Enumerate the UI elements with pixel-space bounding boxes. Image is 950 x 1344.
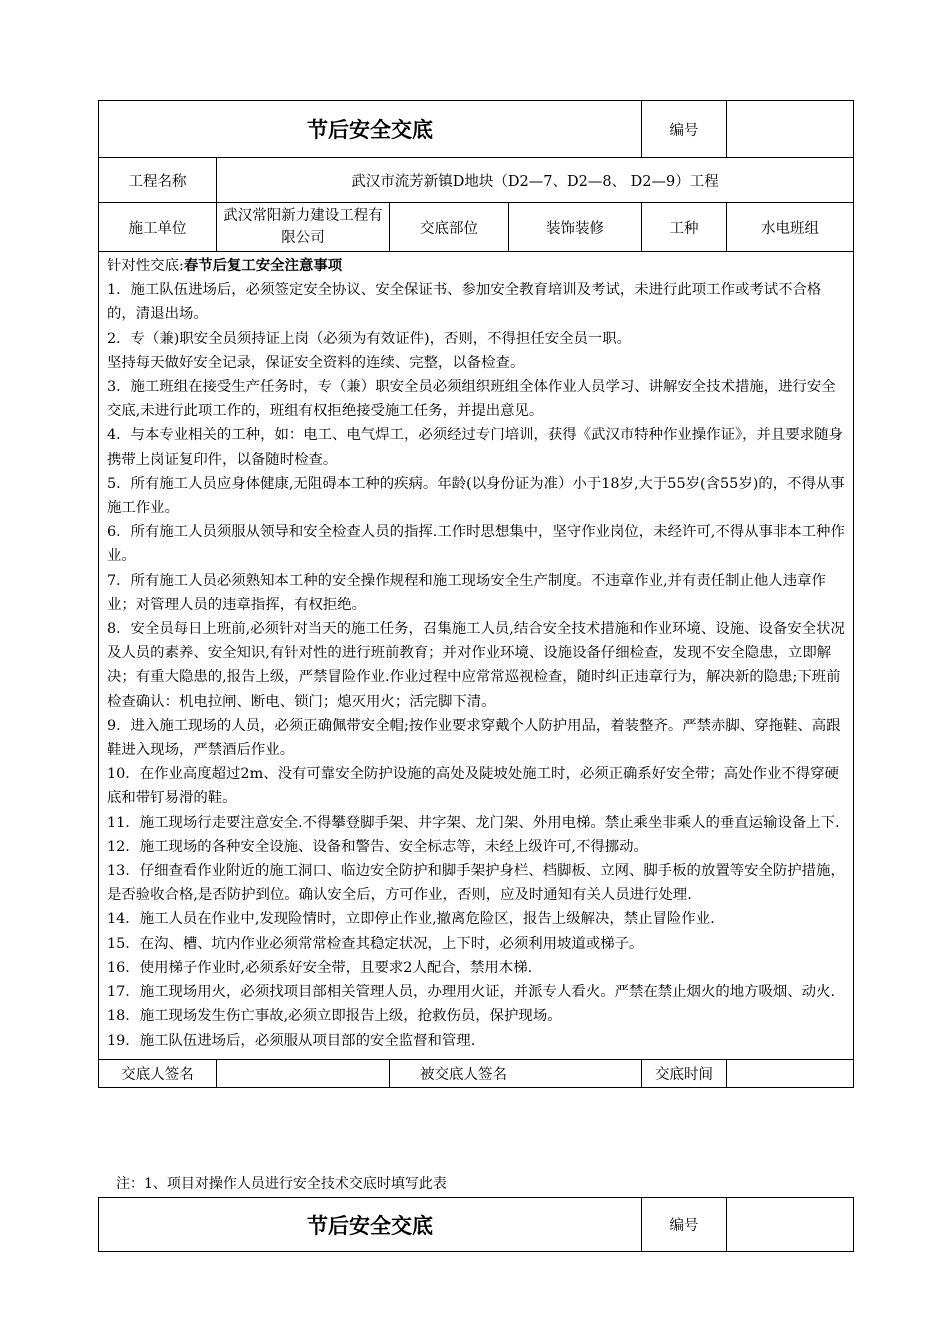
location-label: 交底部位	[390, 203, 509, 252]
construction-unit: 武汉常阳新力建设工程有限公司	[217, 203, 390, 252]
receiver-signature-label: 被交底人签名	[390, 1059, 642, 1087]
briefing-item: 13．仔细查看作业附近的施工洞口、临边安全防护和脚手架护身栏、档脚板、立网、脚手板的放置等安全防护措施，是否验收合格,是否防护到位。确认安全后，方可作业，否则，应及时通知有关人员进行处理.	[107, 863, 845, 904]
briefing-item: 19．施工队伍进场后，必须服从项目部的安全监督和管理.	[107, 1032, 476, 1049]
project-name-label: 工程名称	[99, 158, 217, 203]
briefing-heading-title: 春节后复工安全注意事项	[183, 257, 343, 274]
briefing-item: 11．施工现场行走要注意安全.不得攀登脚手架、井字架、龙门架、外用电梯。禁止乘坐非乘人的垂直运输设备上下.	[107, 814, 840, 831]
safety-briefing-form-2	[98, 1197, 854, 1252]
trade-label: 工种	[642, 203, 727, 252]
briefing-item: 7．所有施工人员必须熟知本工种的安全操作规程和施工现场安全生产制度。不违章作业,并有责任制止他人违章作业；对管理人员的违章指挥，有权拒绝。	[107, 572, 826, 613]
project-name: 武汉市流芳新镇D地块（D2—7、D2—8、 D2—9）工程	[217, 158, 854, 203]
briefing-content	[99, 252, 854, 1060]
giver-signature-label: 交底人签名	[99, 1059, 217, 1087]
construction-unit-label: 施工单位	[99, 203, 217, 252]
briefing-heading	[107, 254, 845, 278]
briefing-item: 坚持每天做好安全记录，保证安全资料的连续、完整，以备检查。	[107, 354, 525, 371]
location-value: 装饰装修	[509, 203, 642, 252]
number-label: 编号	[642, 101, 727, 158]
briefing-item: 16．使用梯子作业时,必须系好安全带，且要求2人配合，禁用木梯.	[107, 959, 533, 976]
briefing-time-label: 交底时间	[642, 1059, 727, 1087]
briefing-item: 17．施工现场用火，必须找项目部相关管理人员，办理用火证，并派专人看火。严禁在禁止烟火的地方吸烟、动火.	[107, 984, 836, 1001]
briefing-item: 1．施工队伍进场后，必须签定安全协议、安全保证书、参加安全教育培训及考试，未进行此项工作或考试不合格的，清退出场。	[107, 282, 822, 323]
number-value	[727, 101, 854, 158]
briefing-item: 6．所有施工人员须服从领导和安全检查人员的指挥.工作时思想集中，坚守作业岗位，未经许可,不得从事非本工种作业。	[107, 524, 845, 565]
form2-number-label: 编号	[642, 1198, 727, 1252]
briefing-item: 3．施工班组在接受生产任务时，专（兼）职安全员必须组织班组全体作业人员学习、讲解安全技术措施，进行安全交底,未进行此项工作的，班组有权拒绝接受施工任务，并提出意见。	[107, 379, 836, 420]
safety-briefing-form	[98, 100, 854, 1088]
briefing-heading-label: 针对性交底:	[107, 258, 184, 274]
briefing-time-field[interactable]	[727, 1059, 854, 1087]
briefing-item: 9．进入施工现场的人员，必须正确佩带安全帽;按作业要求穿戴个人防护用品，着装整齐。严禁赤脚、穿拖鞋、高跟鞋进入现场，严禁酒后作业。	[107, 717, 841, 759]
briefing-item: 5．所有施工人员应身体健康,无阻碍本工种的疾病。年龄(以身份证为准）小于18岁,大于55岁(含55岁)的，不得从事施工作业。	[107, 475, 845, 517]
form-note: 注：1、项目对操作人员进行安全技术交底时填写此表	[116, 1176, 447, 1192]
briefing-item: 14．施工人员在作业中,发现险情时，立即停止作业,撤离危险区，报告上级解决，禁止冒险作业.	[107, 911, 715, 928]
giver-signature-field[interactable]	[217, 1059, 390, 1087]
form2-title: 节后安全交底	[99, 1198, 642, 1252]
briefing-item: 18．施工现场发生伤亡事故,必须立即报告上级，抢救伤员，保护现场。	[107, 1008, 562, 1025]
form2-number-value	[727, 1198, 854, 1252]
briefing-item: 4．与本专业相关的工种，如：电工、电气焊工，必须经过专门培训，获得《武汉市特种作业操作证》，并且要求随身携带上岗证复印件，以备随时检查。	[107, 427, 843, 468]
briefing-item: 2．专（兼)职安全员须持证上岗（必须为有效证件)，否则，不得担任安全员一职。	[107, 330, 632, 347]
form-title: 节后安全交底	[99, 101, 642, 158]
briefing-item: 8．安全员每日上班前,必须针对当天的施工任务，召集施工人员,结合安全技术措施和作业环境、设施、设备安全状况及人员的素养、安全知识,有针对性的进行班前教育；并对作业环境、设施设备仔细检查，发现不安全隐患，立即解决；有重大隐患的,报告上级，严禁冒险作业.作业过程中应常常巡视检查，随时纠正违章行为，解决新的隐患;下班前检查确认：机电拉闸、断电、锁门；熄灭用火；活完脚下清。	[107, 621, 845, 710]
briefing-item: 15．在沟、槽、坑内作业必须常常检查其稳定状况，上下时，必须利用坡道或梯子。	[107, 935, 644, 952]
trade-value: 水电班组	[727, 203, 854, 252]
briefing-items	[107, 278, 845, 1053]
briefing-item: 10．在作业高度超过2m、没有可靠安全防护设施的高处及陡坡处施工时，必须正确系好安全带；高处作业不得穿硬底和带钉易滑的鞋。	[107, 766, 839, 807]
briefing-item: 12．施工现场的各种安全设施、设备和警告、安全标志等，未经上级许可,不得挪动。	[107, 838, 648, 855]
